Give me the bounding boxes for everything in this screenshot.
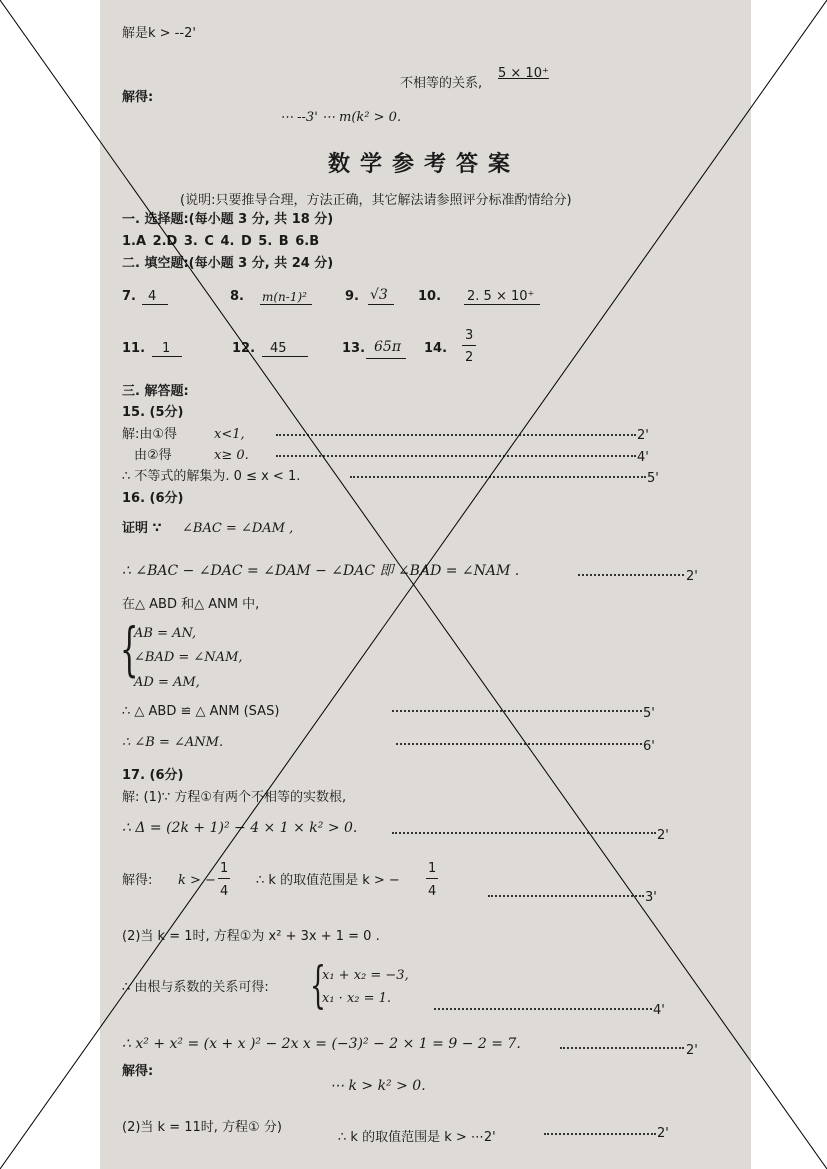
p17-heading: 17. (6分) xyxy=(122,768,184,783)
p17-line3-score: 3' xyxy=(645,890,657,905)
p17-vieta2: x₁ · x₂ = 1. xyxy=(322,991,392,1006)
p17-line5-score: 4' xyxy=(653,1003,665,1018)
section-heading-fill: 二. 填空题:(每小题 3 分, 共 24 分) xyxy=(122,256,334,271)
p16-line3: 在△ ABD 和△ ANM 中, xyxy=(122,597,260,612)
q13-answer: 65π xyxy=(374,339,402,355)
p16-brace: { xyxy=(120,615,139,683)
p15-line1-label: 解:由①得 xyxy=(122,427,178,442)
q14-denominator: 2 xyxy=(465,350,474,365)
p17-line6-score: 2' xyxy=(686,1043,698,1058)
fragment-relation-text: 不相等的关系, xyxy=(400,76,483,91)
p17-line3-num2: 1 xyxy=(428,861,437,876)
p16-cond1: AB = AN, xyxy=(134,626,197,641)
p17-vieta1: x₁ + x₂ = −3, xyxy=(322,968,409,983)
p16-proof-label: 证明 ∵ xyxy=(122,521,162,536)
p17-line7: 解得: xyxy=(122,1064,154,1079)
p17-line9-score: 2' xyxy=(657,1126,669,1141)
q7-answer: 4 xyxy=(148,289,157,304)
p16-line4: ∴ △ ABD ≌ △ ANM (SAS) xyxy=(122,704,280,719)
p16-given: ∠BAC = ∠DAM , xyxy=(182,521,294,536)
p15-line3-score: 5' xyxy=(647,471,659,486)
q11-answer: 1 xyxy=(162,341,171,356)
q12-number: 12. xyxy=(232,341,256,356)
p15-heading: 15. (5分) xyxy=(122,405,184,420)
p17-line8: ⋯ k > k² > 0. xyxy=(330,1078,426,1094)
p15-line1-score: 2' xyxy=(637,428,649,443)
q7-number: 7. xyxy=(122,289,136,304)
section-heading-solve: 三. 解答题: xyxy=(122,384,189,399)
p17-line2-score: 2' xyxy=(657,828,669,843)
p15-line1-expr: x<1, xyxy=(214,427,245,442)
fragment-solve-label: 解得: xyxy=(122,90,154,105)
grading-note: (说明:只要推导合理，方法正确，其它解法请参照评分标准酌情给分) xyxy=(180,193,572,208)
p17-line3-range: ∴ k 的取值范围是 k > − xyxy=(256,873,400,888)
p17-line3-label: 解得: xyxy=(122,873,153,888)
p17-line3-expr: k > − xyxy=(178,873,216,888)
p15-line2-expr: x≥ 0. xyxy=(214,448,249,463)
q14-number: 14. xyxy=(424,341,448,356)
p16-line5: ∴ ∠B = ∠ANM. xyxy=(122,735,224,750)
p17-line3-num: 1 xyxy=(220,861,229,876)
p15-line2-label: 由②得 xyxy=(134,448,172,463)
fragment-top-line: 解是k > --2' xyxy=(122,26,196,41)
p17-line4: (2)当 k = 1时, 方程①为 x² + 3x + 1 = 0 . xyxy=(122,929,380,944)
q9-number: 9. xyxy=(345,289,359,304)
q8-answer: m(n-1)² xyxy=(262,290,307,304)
p15-line2-score: 4' xyxy=(637,450,649,465)
p15-line3: ∴ 不等式的解集为. 0 ≤ x < 1. xyxy=(122,469,301,484)
p16-cond3: AD = AM, xyxy=(134,675,200,690)
p16-heading: 16. (6分) xyxy=(122,491,184,506)
p16-line2-score: 2' xyxy=(686,569,698,584)
q11-number: 11. xyxy=(122,341,146,356)
page-title: 数学参考答案 xyxy=(328,152,521,177)
choice-answers: 1.A 2.D 3. C 4. D 5. B 6.B xyxy=(122,234,320,249)
fragment-solve-expr: ⋯ --3' ⋯ m(k² > 0. xyxy=(280,110,402,125)
section-heading-choice: 一. 选择题:(每小题 3 分, 共 18 分) xyxy=(122,212,334,227)
p17-line3-den: 4 xyxy=(220,884,229,899)
p16-line2: ∴ ∠BAC − ∠DAC = ∠DAM − ∠DAC 即 ∠BAD = ∠NAM . xyxy=(122,563,520,579)
fragment-relation-value: 5 × 10⁺ xyxy=(498,66,549,81)
q12-answer: 45 xyxy=(270,341,287,356)
p17-brace: { xyxy=(310,956,326,1014)
p16-cond2: ∠BAD = ∠NAM, xyxy=(134,650,243,665)
p17-line9-right: ∴ k 的取值范围是 k > ⋯2' xyxy=(338,1130,496,1145)
p17-line6: ∴ x² + x² = (x + x )² − 2x x = (−3)² − 2 × 1 = 9 − 2 = 7. xyxy=(122,1036,521,1052)
p17-line3-den2: 4 xyxy=(428,884,437,899)
p16-line4-score: 5' xyxy=(643,706,655,721)
q10-number: 10. xyxy=(418,289,442,304)
q14-numerator: 3 xyxy=(465,328,474,343)
p16-line5-score: 6' xyxy=(643,739,655,754)
q8-number: 8. xyxy=(230,289,244,304)
p17-line5-label: ∴ 由根与系数的关系可得: xyxy=(122,980,269,995)
q13-number: 13. xyxy=(342,341,366,356)
p17-line9-left: (2)当 k = 11时, 方程① 分) xyxy=(122,1120,282,1135)
p17-line1: 解: (1)∵ 方程①有两个不相等的实数根, xyxy=(122,790,347,805)
q9-answer: √3 xyxy=(370,287,388,303)
q10-answer: 2. 5 × 10⁺ xyxy=(467,289,535,304)
p17-line2: ∴ Δ = (2k + 1)² − 4 × 1 × k² > 0. xyxy=(122,820,358,836)
